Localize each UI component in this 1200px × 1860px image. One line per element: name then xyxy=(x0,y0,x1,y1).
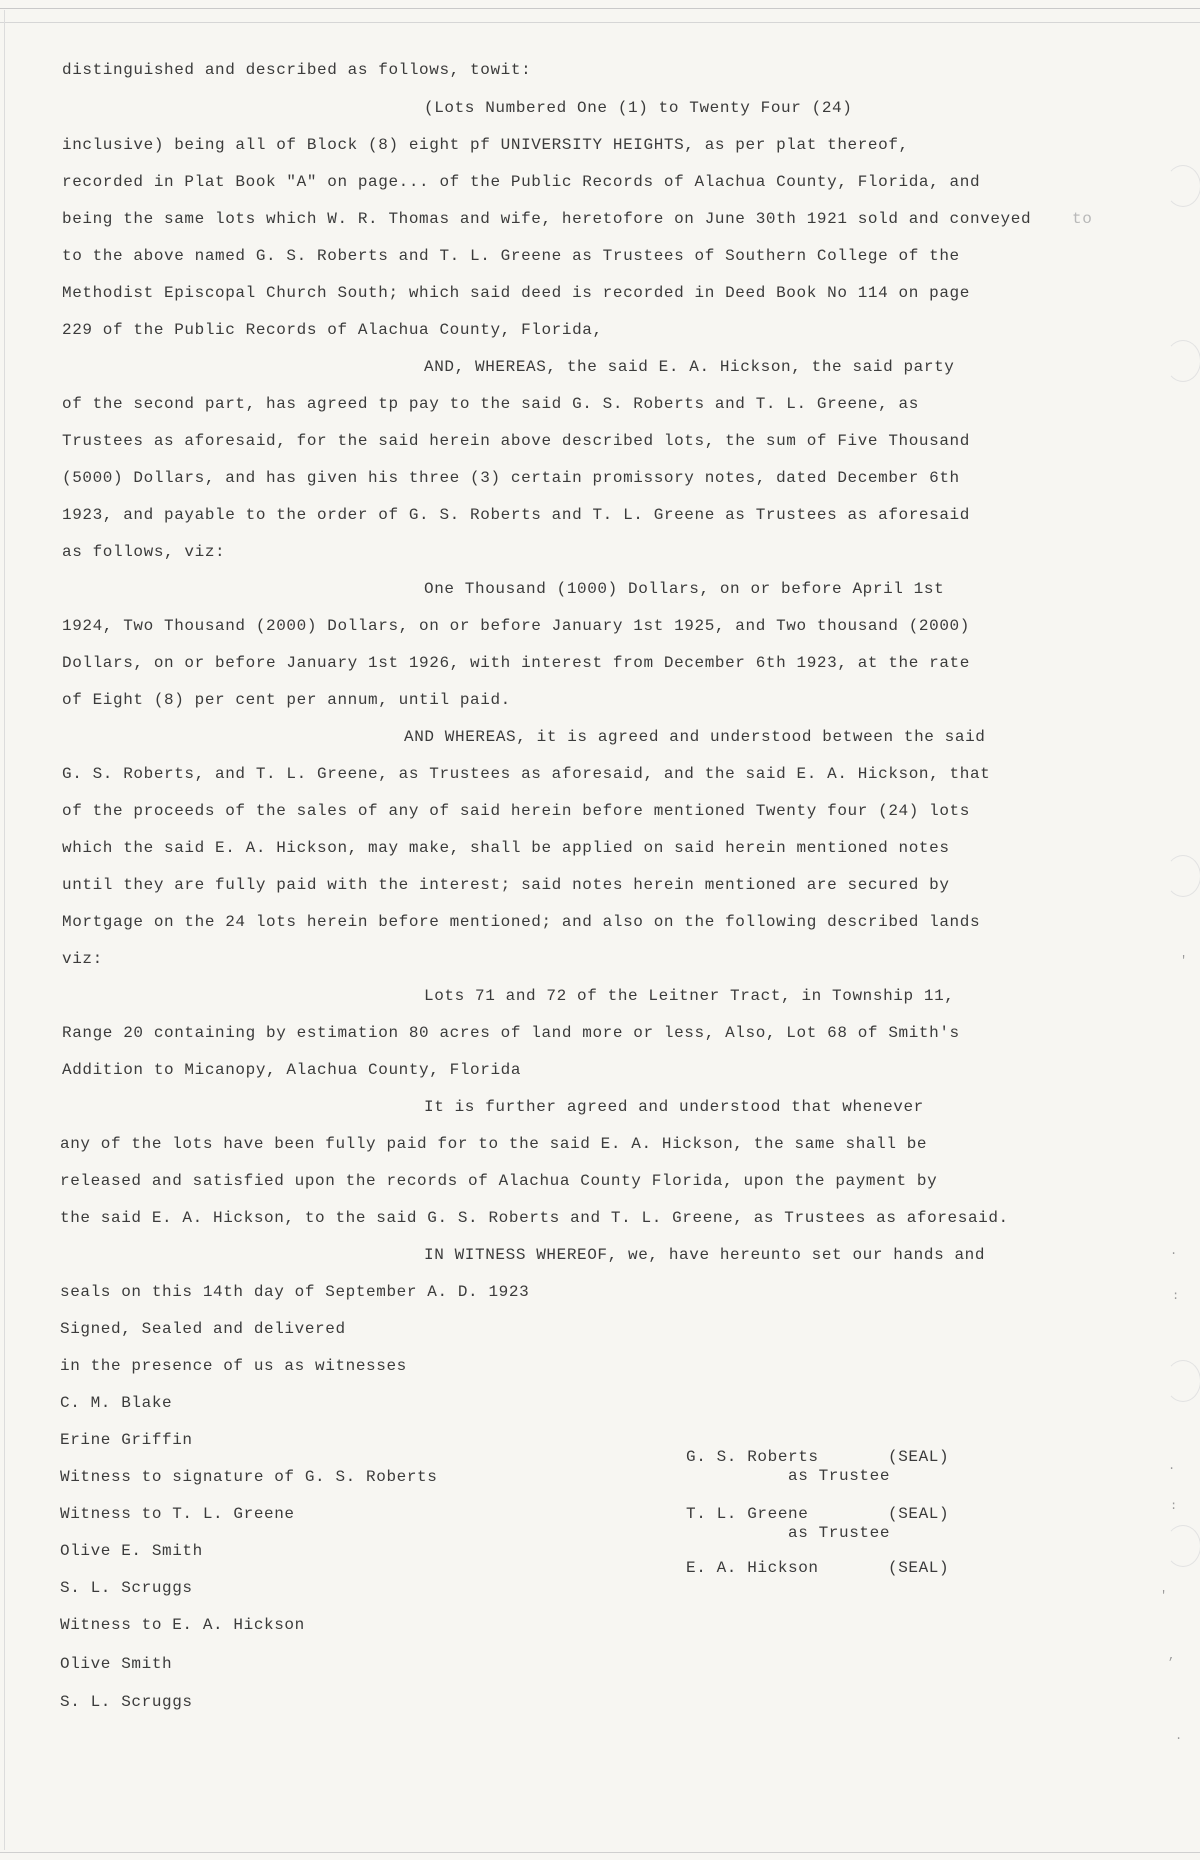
margin-speck: . xyxy=(1175,1729,1183,1743)
body-line: Trustees as aforesaid, for the said herein above described lots, the sum of Five Thousand xyxy=(62,432,970,450)
body-line: recorded in Plat Book "A" on page... of the Public Records of Alachua County, Florida, and xyxy=(62,173,981,191)
body-line: as follows, viz: xyxy=(62,543,226,561)
margin-speck: ' xyxy=(1160,1589,1168,1603)
witness-name: S. L. Scruggs xyxy=(60,1579,193,1597)
witness-line: Witness to T. L. Greene xyxy=(60,1505,295,1523)
witness-name: Erine Griffin xyxy=(60,1431,193,1449)
binder-hole xyxy=(1165,1525,1200,1567)
body-line: inclusive) being all of Block (8) eight pf UNIVERSITY HEIGHTS, as per plat thereof, xyxy=(62,136,909,154)
body-line: Lots 71 and 72 of the Leitner Tract, in Township 11, xyxy=(424,987,955,1005)
body-line: which the said E. A. Hickson, may make, shall be applied on said herein mentioned notes xyxy=(62,839,950,857)
body-line: of Eight (8) per cent per annum, until paid. xyxy=(62,691,511,709)
body-line: distinguished and described as follows, towit: xyxy=(62,61,532,79)
witness-name: Olive E. Smith xyxy=(60,1542,203,1560)
margin-speck: ' xyxy=(1180,954,1188,968)
body-line: of the second part, has agreed tp pay to the said G. S. Roberts and T. L. Greene, as xyxy=(62,395,919,413)
margin-speck: , xyxy=(1168,1649,1176,1663)
margin-speck: : xyxy=(1172,1289,1180,1303)
body-line: G. S. Roberts, and T. L. Greene, as Trustees as aforesaid, and the said E. A. Hickson, that xyxy=(62,765,991,783)
body-line: Dollars, on or before January 1st 1926, with interest from December 6th 1923, at the rate xyxy=(62,654,970,672)
signature-seal: (SEAL) xyxy=(888,1559,950,1577)
body-line: any of the lots have been fully paid for to the said E. A. Hickson, the same shall be xyxy=(60,1135,928,1153)
top-border-line-inner xyxy=(0,22,1200,23)
witness-name: C. M. Blake xyxy=(60,1394,173,1412)
witness-name: Olive Smith xyxy=(60,1655,173,1673)
date-line: seals on this 14th day of September A. D. 1923 xyxy=(60,1283,530,1301)
body-line: Addition to Micanopy, Alachua County, Florida xyxy=(62,1061,522,1079)
margin-speck: . xyxy=(1170,1244,1178,1258)
body-line: Mortgage on the 24 lots herein before mentioned; and also on the following described lands xyxy=(62,913,981,931)
margin-speck: : xyxy=(1170,1499,1178,1513)
body-line: 229 of the Public Records of Alachua County, Florida, xyxy=(62,321,603,339)
witness-line: Witness to E. A. Hickson xyxy=(60,1616,305,1634)
witness-line: Witness to signature of G. S. Roberts xyxy=(60,1468,438,1486)
left-border-line xyxy=(4,10,5,1850)
body-line: Range 20 containing by estimation 80 acres of land more or less, Also, Lot 68 of Smith's xyxy=(62,1024,960,1042)
signature-name: G. S. Roberts xyxy=(686,1448,819,1466)
body-line: Methodist Episcopal Church South; which said deed is recorded in Deed Book No 114 on page xyxy=(62,284,970,302)
binder-hole xyxy=(1165,340,1200,382)
binder-hole xyxy=(1165,1360,1200,1402)
overflow-mark: to xyxy=(1072,210,1093,228)
signature-seal: (SEAL) xyxy=(888,1448,950,1466)
body-line: 1924, Two Thousand (2000) Dollars, on or before January 1st 1925, and Two thousand (2000) xyxy=(62,617,970,635)
body-line: the said E. A. Hickson, to the said G. S. Roberts and T. L. Greene, as Trustees as aforesaid. xyxy=(60,1209,1009,1227)
body-line: One Thousand (1000) Dollars, on or before April 1st xyxy=(424,580,945,598)
witness-line: in the presence of us as witnesses xyxy=(60,1357,407,1375)
body-line: until they are fully paid with the interest; said notes herein mentioned are secured by xyxy=(62,876,950,894)
body-line: released and satisfied upon the records of Alachua County Florida, upon the payment by xyxy=(60,1172,938,1190)
body-line: (5000) Dollars, and has given his three (3) certain promissory notes, dated December 6th xyxy=(62,469,960,487)
body-line: It is further agreed and understood that whenever xyxy=(424,1098,924,1116)
body-line: AND, WHEREAS, the said E. A. Hickson, the said party xyxy=(424,358,955,376)
body-line: AND WHEREAS, it is agreed and understood between the said xyxy=(404,728,986,746)
signature-name: T. L. Greene xyxy=(686,1505,809,1523)
signature-name: E. A. Hickson xyxy=(686,1559,819,1577)
body-line: to the above named G. S. Roberts and T. L. Greene as Trustees of Southern College of the xyxy=(62,247,960,265)
body-line: (Lots Numbered One (1) to Twenty Four (24) xyxy=(424,99,853,117)
body-line: being the same lots which W. R. Thomas and wife, heretofore on June 30th 1921 sold and conveyed xyxy=(62,210,1032,228)
signature-title: as Trustee xyxy=(788,1524,891,1542)
witness-line: Signed, Sealed and delivered xyxy=(60,1320,346,1338)
binder-hole xyxy=(1165,855,1200,897)
top-border-line xyxy=(0,8,1200,9)
body-line: viz: xyxy=(62,950,103,968)
witness-name: S. L. Scruggs xyxy=(60,1693,193,1711)
body-line: of the proceeds of the sales of any of said herein before mentioned Twenty four (24) lots xyxy=(62,802,970,820)
binder-hole xyxy=(1165,165,1200,207)
bottom-border-line xyxy=(0,1852,1200,1853)
body-line: 1923, and payable to the order of G. S. Roberts and T. L. Greene as Trustees as aforesaid xyxy=(62,506,970,524)
signature-title: as Trustee xyxy=(788,1467,891,1485)
signature-seal: (SEAL) xyxy=(888,1505,950,1523)
margin-speck: . xyxy=(1168,1459,1176,1473)
body-line: IN WITNESS WHEREOF, we, have hereunto set our hands and xyxy=(424,1246,986,1264)
